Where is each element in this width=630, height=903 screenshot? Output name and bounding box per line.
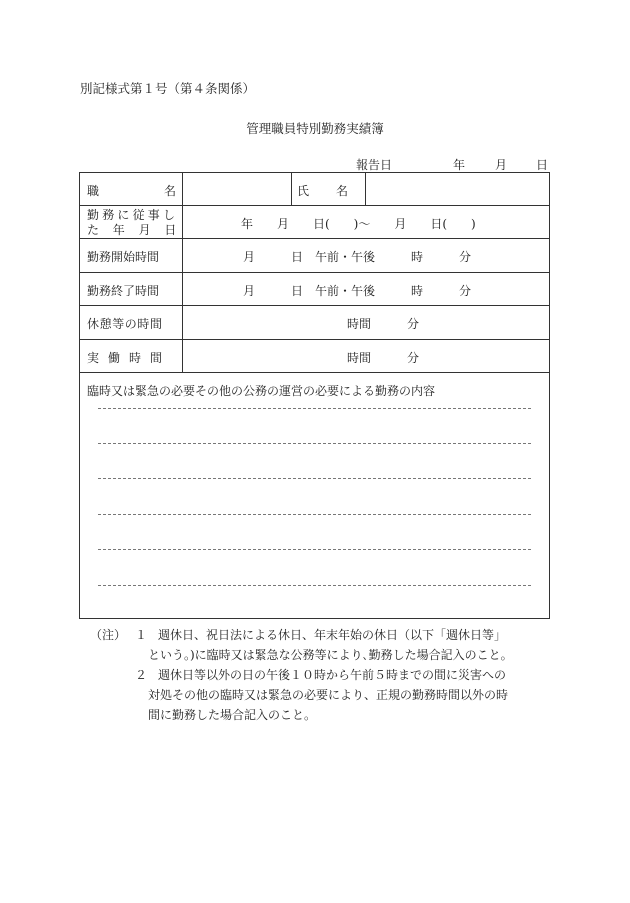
duty-content-line[interactable] — [98, 478, 531, 479]
note-2-number: ２ — [135, 668, 148, 682]
form-reference: 別記様式第１号（第４条関係） — [80, 81, 256, 96]
engaged-date-value[interactable]: 年 月 日( )〜 月 日( ) — [241, 217, 476, 231]
duty-content-line[interactable] — [98, 549, 531, 550]
position-label — [87, 182, 242, 199]
actual-time-value[interactable]: 時間 分 — [347, 351, 420, 365]
note-2-line-2: 対処その他の臨時又は緊急の必要により、正規の勤務時間以外の時 — [148, 688, 509, 702]
break-time-label: 休憩等の時間 — [87, 317, 163, 331]
start-time-value[interactable]: 月 日 午前・午後 時 分 — [243, 250, 472, 264]
name-label: 氏名 — [297, 184, 376, 198]
row-divider — [80, 205, 549, 206]
report-day-label: 日 — [536, 158, 549, 172]
page-title: 管理職員特別勤務実績簿 — [246, 121, 384, 136]
report-month-label: 月 — [495, 158, 508, 172]
end-time-label: 勤務終了時間 — [87, 284, 160, 298]
actual-time-label: 実働時間 — [87, 351, 172, 365]
row-divider — [80, 272, 549, 273]
position-label-text: 職名 — [87, 184, 242, 198]
record-form-table — [79, 172, 550, 619]
duty-content-line[interactable] — [98, 408, 531, 409]
row-divider — [80, 339, 549, 340]
notes-mark: （注） — [90, 628, 127, 642]
end-time-value[interactable]: 月 日 午前・午後 時 分 — [243, 284, 472, 298]
name-field[interactable] — [366, 174, 549, 204]
duty-content-line[interactable] — [98, 585, 531, 586]
row-divider — [80, 238, 549, 239]
break-time-value[interactable]: 時間 分 — [347, 317, 420, 331]
row-divider — [80, 372, 549, 373]
note-2-line-1: 週休日等以外の日の午後１０時から午前５時までの間に災害への — [158, 668, 507, 682]
note-2-line-3: 間に勤務した場合記入のこと。 — [148, 708, 317, 722]
duty-content-heading: 臨時又は緊急の必要その他の公務の運営の必要による勤務の内容 — [87, 384, 436, 398]
name-column-divider — [291, 173, 292, 205]
duty-content-line[interactable] — [98, 443, 531, 444]
start-time-label: 勤務開始時間 — [87, 250, 160, 264]
note-1-line-1: 週休日、祝日法による休日、年末年始の休日（以下「週休日等」 — [158, 628, 507, 642]
note-1-number: １ — [135, 628, 148, 642]
engaged-date-label-line2: た年月日 — [87, 223, 191, 237]
engaged-date-label-line1: 勤務に従事し — [87, 208, 179, 222]
note-1-line-2: という。)に臨時又は緊急な公務等により､勤務した場合記入のこと。 — [148, 648, 513, 662]
row-divider — [80, 305, 549, 306]
position-field[interactable] — [183, 174, 290, 204]
report-date-label: 報告日 — [356, 158, 393, 172]
report-year-label: 年 — [453, 158, 466, 172]
duty-content-line[interactable] — [98, 514, 531, 515]
